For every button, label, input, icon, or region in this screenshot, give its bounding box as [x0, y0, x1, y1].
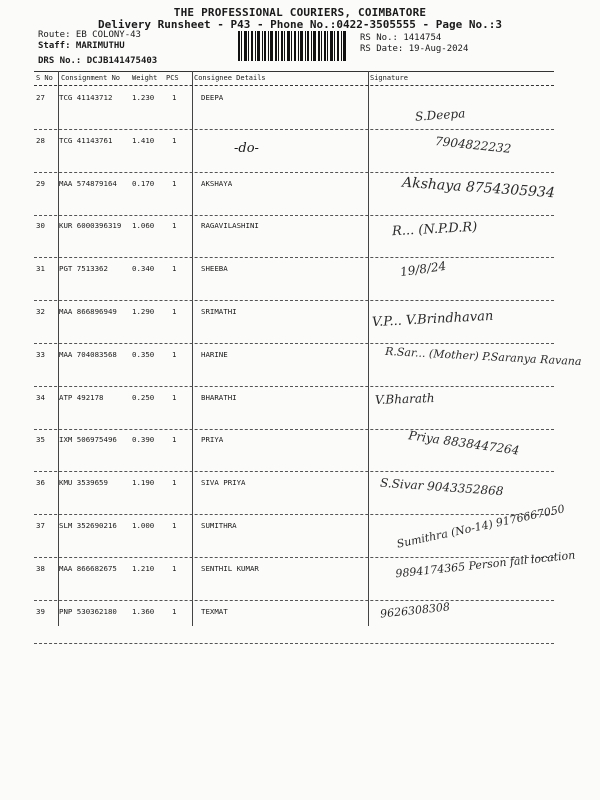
rs-number: RS No.: 1414754 — [360, 33, 442, 43]
weight-cell: 0.170 — [132, 178, 155, 188]
pcs-cell: 1 — [172, 563, 177, 573]
consignment-cell: MAA 866682675 — [59, 563, 117, 573]
table-row — [34, 86, 554, 130]
weight-cell: 1.230 — [132, 93, 155, 102]
handwritten-signature: Priya 8838447264 — [407, 428, 521, 458]
consignment-cell: TCG 41143761 — [59, 135, 113, 145]
handwritten-signature: Akshaya 8754305934 — [401, 174, 556, 202]
table-row — [34, 257, 554, 301]
consignee-cell: HARINE — [201, 349, 228, 359]
consignee-cell: DEEPA — [201, 93, 224, 102]
pcs-cell: 1 — [172, 435, 177, 445]
handwritten-signature: Sumithra (No-14) 9176667050 — [395, 502, 566, 551]
consignee-cell: RAGAVILASHINI — [201, 221, 259, 231]
weight-cell: 1.060 — [132, 221, 155, 231]
consignee-cell: SUMITHRA — [201, 521, 237, 530]
weight-cell: 1.410 — [132, 135, 155, 145]
route-label: Route: EB COLONY-43 — [38, 30, 141, 40]
weight-cell: 0.250 — [132, 392, 155, 402]
weight-cell: 0.340 — [132, 264, 155, 274]
table-row — [34, 386, 554, 430]
barcode-image — [238, 31, 348, 61]
pcs-cell: 1 — [172, 521, 177, 530]
weight-cell: 0.350 — [132, 349, 155, 359]
pcs-cell: 1 — [172, 392, 177, 402]
sno-cell: 29 — [36, 178, 45, 188]
pcs-cell: 1 — [172, 307, 177, 316]
sno-cell: 32 — [36, 307, 45, 316]
handwritten-signature: S.Deepa — [414, 106, 466, 124]
consignee-cell: SIVA PRIYA — [201, 478, 246, 488]
sno-cell: 27 — [36, 93, 45, 102]
table-row — [34, 600, 554, 644]
consignee-cell: PRIYA — [201, 435, 224, 445]
handwritten-signature: 7904822232 — [434, 134, 512, 156]
consignment-cell: TCG 41143712 — [59, 93, 113, 102]
weight-cell: 1.360 — [132, 606, 155, 616]
consignment-cell: IXM 506975496 — [59, 435, 117, 445]
consignment-cell: MAA 574879164 — [59, 178, 117, 188]
consignee-cell: SHEEBA — [201, 264, 228, 274]
sno-cell: 35 — [36, 435, 45, 445]
weight-cell: 1.210 — [132, 563, 155, 573]
consignee-cell: BHARATHI — [201, 392, 237, 402]
consignment-cell: MAA 866896949 — [59, 307, 117, 316]
consignment-cell: PGT 7513362 — [59, 264, 108, 274]
pcs-cell: 1 — [172, 606, 177, 616]
sno-cell: 34 — [36, 392, 45, 402]
pcs-cell: 1 — [172, 478, 177, 488]
rs-date: RS Date: 19-Aug-2024 — [360, 44, 469, 54]
pcs-cell: 1 — [172, 178, 177, 188]
sno-cell: 31 — [36, 264, 45, 274]
col-sno: S No — [36, 74, 53, 82]
staff-label: Staff: MARIMUTHU — [38, 41, 125, 51]
handwritten-signature: V.P... V.Brindhavan — [371, 308, 494, 331]
handwritten-signature: V.Bharath — [374, 390, 435, 408]
pcs-cell: 1 — [172, 349, 177, 359]
handwritten-signature: 9626308308 — [379, 600, 451, 621]
handwritten-signature: R... (N.P.D.R) — [391, 219, 478, 240]
pcs-cell: 1 — [172, 135, 177, 145]
sno-cell: 30 — [36, 221, 45, 231]
consignee-cell: -do- — [234, 140, 259, 156]
pcs-cell: 1 — [172, 93, 177, 102]
weight-cell: 1.290 — [132, 307, 155, 316]
sno-cell: 33 — [36, 349, 45, 359]
col-pcs: PCS — [166, 74, 179, 82]
consignment-cell: KMU 3539659 — [59, 478, 108, 488]
handwritten-signature: 9894174365 Person fail location — [394, 548, 576, 581]
weight-cell: 0.390 — [132, 435, 155, 445]
sno-cell: 39 — [36, 606, 45, 616]
sno-cell: 36 — [36, 478, 45, 488]
col-consignee: Consignee Details — [194, 74, 266, 82]
handwritten-signature: S.Sivar 9043352868 — [379, 475, 504, 499]
weight-cell: 1.190 — [132, 478, 155, 488]
runsheet-subtitle: Delivery Runsheet - P43 - Phone No.:0422-3505555 - Page No.:3 — [98, 18, 502, 31]
handwritten-signature: R.Sar... (Mother) P.Saranya Ravana — [384, 344, 582, 369]
pcs-cell: 1 — [172, 221, 177, 231]
consignee-cell: SRIMATHI — [201, 307, 237, 316]
sno-cell: 37 — [36, 521, 45, 530]
consignment-cell: SLM 352690216 — [59, 521, 117, 530]
col-signature: Signature — [370, 74, 408, 82]
consignment-cell: MAA 704083568 — [59, 349, 117, 359]
col-consignment: Consignment No — [61, 74, 121, 82]
sno-cell: 28 — [36, 135, 45, 145]
pcs-cell: 1 — [172, 264, 177, 274]
consignee-cell: TEXMAT — [201, 606, 228, 616]
company-title: THE PROFESSIONAL COURIERS, COIMBATORE — [173, 6, 427, 19]
consignment-cell: PNP 530362180 — [59, 606, 117, 616]
consignee-cell: AKSHAYA — [201, 178, 233, 188]
col-weight: Weight — [132, 74, 158, 82]
table-header — [34, 71, 554, 86]
sno-cell: 38 — [36, 563, 45, 573]
consignment-cell: KUR 6000396319 — [59, 221, 122, 231]
handwritten-signature: 19/8/24 — [399, 258, 448, 280]
consignee-cell: SENTHIL KUMAR — [201, 563, 259, 573]
weight-cell: 1.000 — [132, 521, 155, 530]
consignment-cell: ATP 492178 — [59, 392, 104, 402]
drs-label: DRS No.: DCJB141475403 — [38, 56, 158, 66]
